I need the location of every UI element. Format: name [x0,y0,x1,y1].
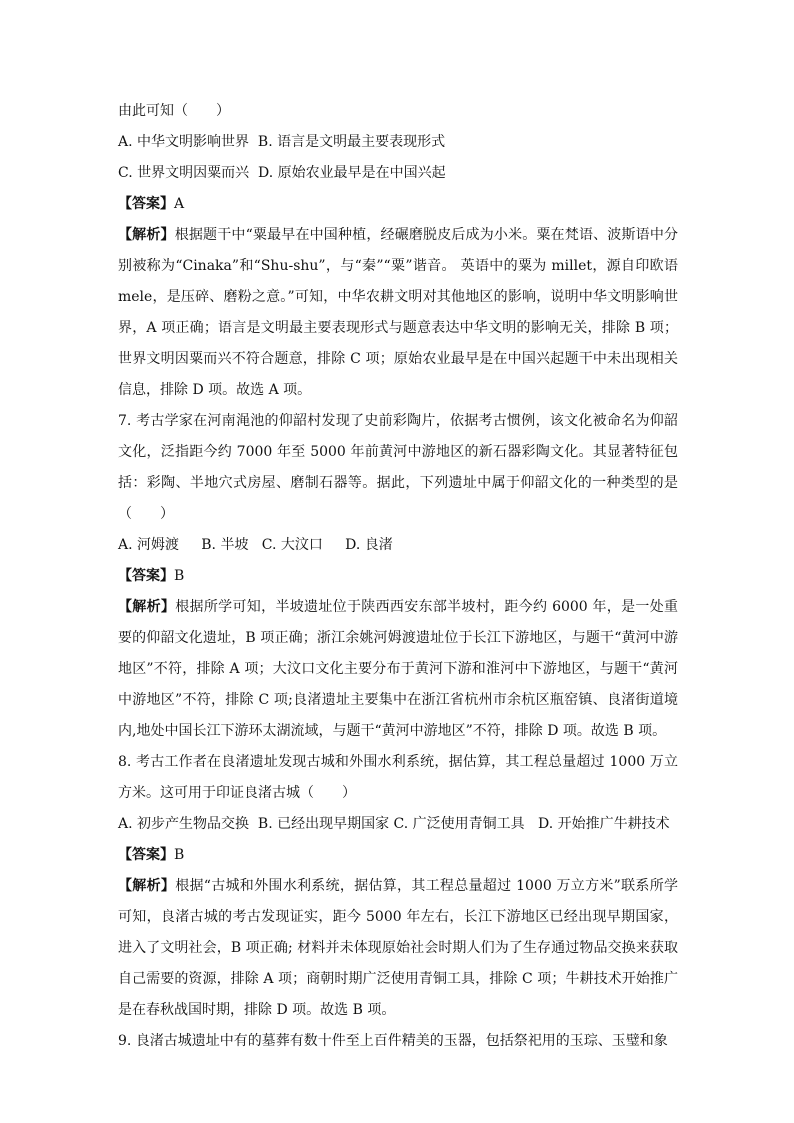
question-6-answer [118,189,678,220]
analysis-tag: 【解析】 [118,227,175,243]
analysis-tag: 【解析】 [118,599,176,615]
document-page [118,96,678,1057]
question-6-options-cd: C. 世界文明因粟而兴 D. 原始农业最早是在中国兴起 [118,165,446,181]
question-6-analysis [118,220,678,406]
analysis-text: 根据题干中“粟最早在中国种植，经碾磨脱皮后成为小米。粟在梵语、波斯语中分别被称为“Cinaka”和“Shu-shu”，与“秦”“粟”谐音。 英语中的粟为 millet，源自印欧语 mele，是压碎、磨粉之意。”可知，中华农耕文明对其他地区的影响，说明中华文明影响世界，A 项正确；语言是文明最主要表现形式与题意表达中华文明的影响无关，排除 B 项；世界文明因粟而兴不符合题意，排除 C 项；原始农业最早是在中国兴起题干中未出现相关信息，排除 D 项。故选 A 项。 [118,227,679,398]
question-8-answer [118,840,678,871]
answer-tag: 【答案】 [118,568,174,584]
question-7-analysis [118,592,678,747]
question-7-stem: 7. 考古学家在河南渑池的仰韶村发现了史前彩陶片，依据考古惯例，该文化被命名为仰韶文化，泛指距今约 7000 年至 5000 年前黄河中游地区的新石器彩陶文化。其显著特征包括：彩陶、半地穴式房屋、磨制石器等。据此，下列遗址中属于仰韶文化的一种类型的是（ ） [118,413,678,522]
answer-value: B [174,568,185,584]
answer-tag: 【答案】 [118,847,174,863]
question-6-options-ab: A. 中华文明影响世界 B. 语言是文明最主要表现形式 [118,134,446,150]
question-8-options: A. 初步产生物品交换 B. 已经出现早期国家 C. 广泛使用青铜工具 D. 开始推广牛耕技术 [118,816,670,832]
analysis-text: 根据“古城和外围水利系统，据估算，其工程总量超过 1000 万立方米”联系所学可知，良渚古城的考古发现证实，距今 5000 年左右，长江下游地区已经出现早期国家，进入了文明社会，B 项正确; 材料并未体现原始社会时期人们为了生存通过物品交换来获取自己需要的资源，排除 A 项；商朝时期广泛使用青铜工具，排除 C 项；牛耕技术开始推广是在春秋战国时期，排除 D 项。故选 B 项。 [118,878,679,1018]
answer-value: B [174,847,185,863]
question-6-stem-tail: 由此可知（ ） [118,103,230,119]
question-9-stem-start: 9. 良渚古城遗址中有的墓葬有数十件至上百件精美的玉器，包括祭祀用的玉琮、玉璧和象 [118,1033,668,1049]
question-7-options: A. 河姆渡 B. 半坡 C. 大汶口 D. 良渚 [118,537,393,553]
question-7-answer [118,561,678,592]
answer-value: A [174,196,185,212]
answer-tag: 【答案】 [118,196,174,212]
analysis-tag: 【解析】 [118,878,176,894]
question-8-analysis [118,871,678,1026]
question-8-stem: 8. 考古工作者在良渚遗址发现古城和外围水利系统，据估算，其工程总量超过 1000 万立方米。这可用于印证良渚古城（ ） [118,754,678,801]
analysis-text: 根据所学可知，半坡遗址位于陕西西安东部半坡村，距今约 6000 年，是一处重要的仰韶文化遗址，B 项正确；浙江余姚河姆渡遗址位于长江下游地区，与题干“黄河中游地区”不符，排除 A 项；大汶口文化主要分布于黄河下游和淮河中下游地区，与题干“黄河中游地区”不符，排除 C 项;良渚遗址主要集中在浙江省杭州市余杭区瓶窑镇、良渚街道境内,地处中国长江下游环太湖流域，与题干“黄河中游地区”不符，排除 D 项。故选 B 项。 [118,599,679,739]
